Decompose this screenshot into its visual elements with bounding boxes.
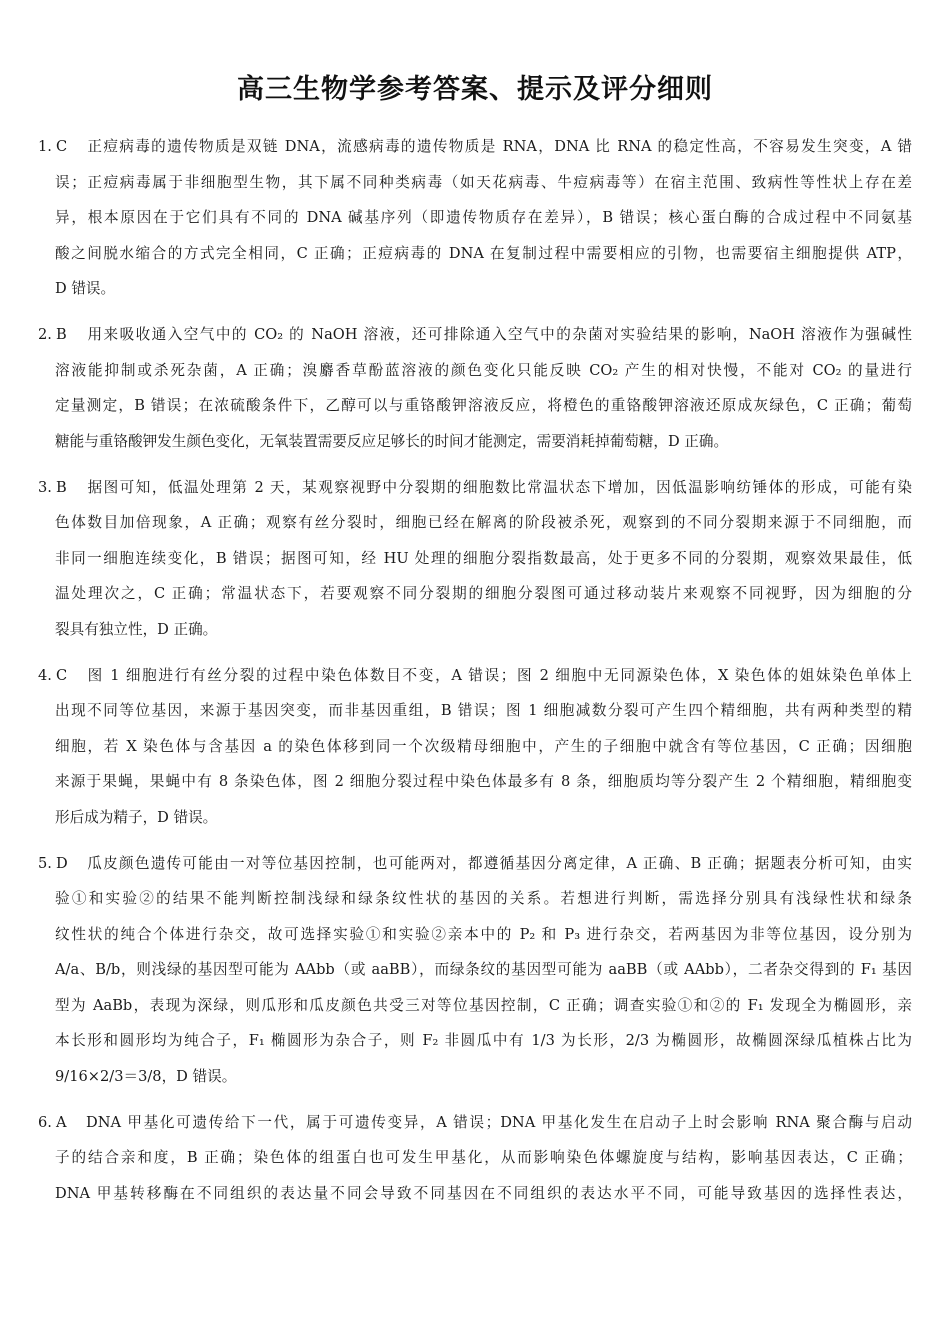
- question-number: 2.: [38, 326, 52, 343]
- explanation-text: 溶液能抑制或杀死杂菌，A 正确；溴麝香草酚蓝溶液的颜色变化只能反映 CO₂ 产生的相对快慢，不能对 CO₂ 的量进行: [55, 361, 912, 379]
- answer-line: [0, 424, 912, 460]
- explanation-text: 9/16×2/3＝3/8，D 错误。: [55, 1067, 237, 1085]
- explanation-text: 子的结合亲和度，B 正确；染色体的组蛋白也可发生甲基化，从而影响染色体螺旋度与结构，影响基因表达，C 正确；: [55, 1149, 912, 1166]
- answer-item-1: [0, 129, 950, 307]
- answer-list: [0, 129, 950, 1211]
- answer-line: [0, 505, 912, 541]
- answer-line: [0, 693, 912, 729]
- page-title: 高三生物学参考答案、提示及评分细则: [237, 74, 713, 106]
- answer-line: [0, 729, 912, 765]
- answer-line: [0, 881, 912, 917]
- explanation-text: 误；正痘病毒属于非细胞型生物，其下属不同种类病毒（如天花病毒、牛痘病毒等）在宿主范围、致病性等性状上存在差: [55, 173, 912, 191]
- explanation-text: 本长形和圆形均为纯合子，F₁ 椭圆形为杂合子，则 F₂ 非圆瓜中有 1/3 为长形，2/3 为椭圆形，故椭圆深绿瓜植株占比为: [55, 1032, 912, 1049]
- answer-choice: B: [56, 478, 67, 496]
- explanation-text: A/a、B/b，则浅绿的基因型可能为 AAbb（或 aaBB），而绿条纹的基因型可能为 aaBB（或 AAbb），二者杂交得到的 F₁ 基因: [55, 961, 912, 978]
- answer-line: [0, 917, 912, 953]
- answer-line: [0, 1176, 912, 1212]
- answer-line: [0, 388, 912, 424]
- explanation-text: 正痘病毒的遗传物质是双链 DNA，流感病毒的遗传物质是 RNA，DNA 比 RNA 的稳定性高，不容易发生突变，A 错: [86, 138, 912, 155]
- answer-line: [0, 1140, 912, 1176]
- answer-line: [0, 353, 912, 389]
- explanation-text: 酸之间脱水缩合的方式完全相同，C 正确；正痘病毒的 DNA 在复制过程中需要相应的引物，也需要宿主细胞提供 ATP，: [55, 244, 912, 262]
- answer-line: [0, 1105, 912, 1141]
- answer-line: [0, 271, 912, 307]
- answer-line: [0, 1023, 912, 1059]
- explanation-text: 纹性状的纯合个体进行杂交，故可选择实验①和实验②亲本中的 P₂ 和 P₃ 进行杂交，若两基因为非等位基因，设分别为: [55, 925, 912, 943]
- answer-item-6: [0, 1105, 950, 1212]
- question-number: 1.: [38, 138, 52, 155]
- explanation-text: 定量测定，B 错误；在浓硫酸条件下，乙醇可以与重铬酸钾溶液反应，将橙色的重铬酸钾溶液还原成灰绿色，C 正确；葡萄: [55, 397, 912, 414]
- explanation-text: DNA 甲基转移酶在不同组织的表达量不同会导致不同基因在不同组织的表达水平不同，可能导致基因的选择性表达，: [55, 1184, 912, 1202]
- answer-line: [0, 800, 912, 836]
- explanation-text: 异，根本原因在于它们具有不同的 DNA 碱基序列（即遗传物质存在差异），B 错误；核心蛋白酶的合成过程中不同氨基: [55, 209, 912, 226]
- answer-line: [0, 846, 912, 882]
- answer-line: [0, 764, 912, 800]
- explanation-text: 验①和实验②的结果不能判断控制浅绿和绿条纹性状的基因的关系。若想进行判断，需选择分别具有浅绿性状和绿条: [55, 890, 912, 907]
- explanation-text: 出现不同等位基因，来源于基因突变，而非基因重组，B 错误；图 1 细胞减数分裂可产生四个精细胞，共有两种类型的精: [55, 702, 912, 719]
- answer-item-5: [0, 846, 950, 1095]
- answer-line: [0, 658, 912, 694]
- answer-choice: B: [56, 326, 67, 343]
- explanation-text: 色体数目加倍现象，A 正确；观察有丝分裂时，细胞已经在解离的阶段被杀死，观察到的不同分裂期来源于不同细胞，而: [55, 514, 912, 531]
- question-number: 5.: [38, 854, 52, 872]
- answer-line: [0, 541, 912, 577]
- explanation-text: DNA 甲基化可遗传给下一代，属于可遗传变异，A 错误；DNA 甲基化发生在启动子上时会影响 RNA 聚合酶与启动: [86, 1113, 912, 1131]
- answer-line: [0, 200, 912, 236]
- answer-line: [0, 576, 912, 612]
- explanation-text: 糖能与重铬酸钾发生颜色变化，无氧装置需要反应足够长的时间才能测定，需要消耗掉葡萄糖，D 正确。: [55, 432, 729, 450]
- explanation-text: 裂具有独立性，D 正确。: [55, 620, 218, 638]
- answer-line: [0, 165, 912, 201]
- answer-line: [0, 236, 912, 272]
- explanation-text: 来源于果蝇，果蝇中有 8 条染色体，图 2 细胞分裂过程中染色体最多有 8 条，细胞质均等分裂产生 2 个精细胞，精细胞变: [55, 773, 912, 790]
- answer-line: [0, 317, 912, 353]
- answer-choice: C: [56, 138, 68, 155]
- answer-line: [0, 952, 912, 988]
- explanation-text: 图 1 细胞进行有丝分裂的过程中染色体数目不变，A 错误；图 2 细胞中无同源染色体，X 染色体的姐妹染色单体上: [86, 666, 912, 684]
- answer-choice: A: [56, 1113, 67, 1131]
- explanation-text: 形后成为精子，D 错误。: [55, 808, 218, 826]
- answer-choice: D: [56, 854, 68, 872]
- explanation-text: 用来吸收通入空气中的 CO₂ 的 NaOH 溶液，还可排除通入空气中的杂菌对实验结果的影响，NaOH 溶液作为强碱性: [86, 326, 912, 343]
- explanation-text: 非同一细胞连续变化，B 错误；据图可知，经 HU 处理的细胞分裂指数最高，处于更多不同的分裂期，观察效果最佳，低: [55, 549, 912, 567]
- answer-line: [0, 612, 912, 648]
- answer-line: [0, 1059, 912, 1095]
- answer-item-4: [0, 658, 950, 836]
- explanation-text: 瓜皮颜色遗传可能由一对等位基因控制，也可能两对，都遵循基因分离定律，A 正确、B 正确；据题表分析可知，由实: [86, 854, 912, 872]
- answer-choice: C: [56, 666, 68, 684]
- answer-item-3: [0, 470, 950, 648]
- explanation-text: 型为 AaBb，表现为深绿，则瓜形和瓜皮颜色共受三对等位基因控制，C 正确；调查实验①和②的 F₁ 发现全为椭圆形，亲: [55, 996, 912, 1014]
- explanation-text: 据图可知，低温处理第 2 天，某观察视野中分裂期的细胞数比常温状态下增加，因低温影响纺锤体的形成，可能有染: [86, 478, 912, 496]
- question-number: 3.: [38, 478, 52, 496]
- question-number: 4.: [38, 666, 52, 684]
- explanation-text: D 错误。: [55, 280, 116, 297]
- answer-line: [0, 470, 912, 506]
- answer-line: [0, 988, 912, 1024]
- question-number: 6.: [38, 1113, 52, 1131]
- explanation-text: 细胞，若 X 染色体与含基因 a 的染色体移到同一个次级精母细胞中，产生的子细胞中就含有等位基因，C 正确；因细胞: [55, 737, 912, 755]
- answer-item-2: [0, 317, 950, 459]
- explanation-text: 温处理次之，C 正确；常温状态下，若要观察不同分裂期的细胞分裂图可通过移动装片来观察不同视野，因为细胞的分: [55, 585, 912, 602]
- answer-line: [0, 129, 912, 165]
